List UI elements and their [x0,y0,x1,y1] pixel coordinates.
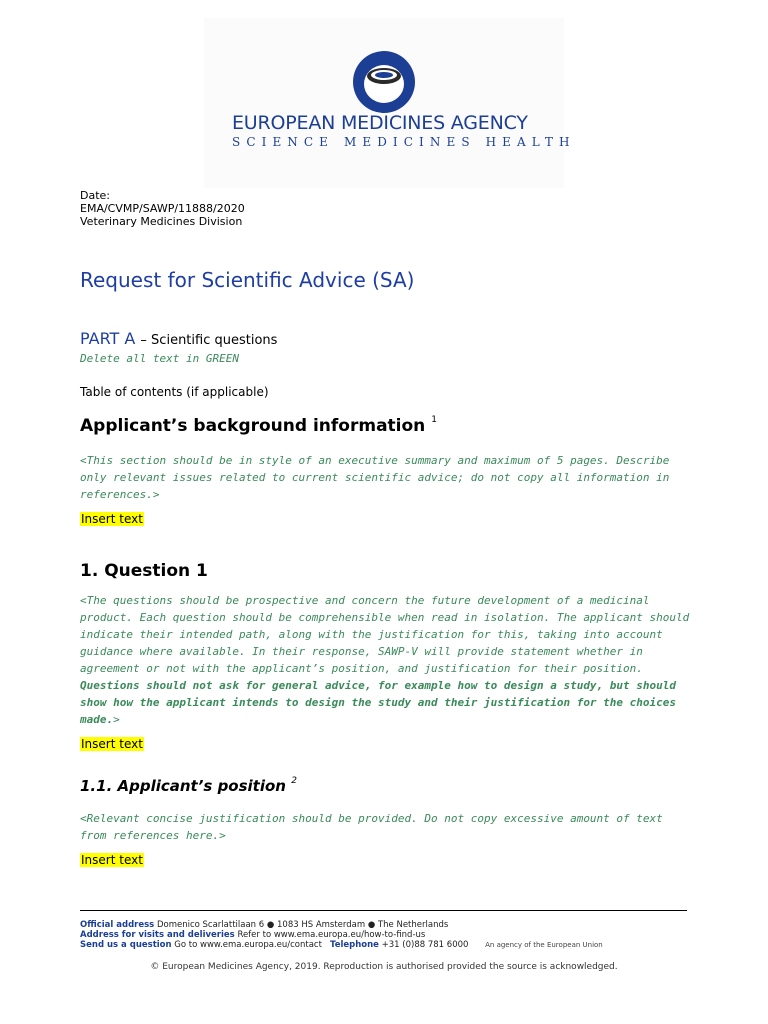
position-insert-text[interactable] [80,853,144,867]
background-guidance: <This section should be in style of an executive summary and maximum of 5 pages. Describe only relevant issues related to current scientific advice; do not copy all information in references.> [80,454,670,501]
question-guidance-bold: Questions should not ask for general advice, for example how to design a study, but should show how the applicant intends to design the study and their justification for the choices made. [80,679,677,726]
official-address-value: Domenico Scarlattilaan 6 ● 1083 HS Amsterdam ● The Netherlands [156,920,449,930]
agency-name: EUROPEAN MEDICINES AGENCY [232,112,528,134]
footer-official-address [80,920,448,931]
footnote-ref-2: 2 [291,776,297,786]
background-insert-text[interactable] [80,512,144,526]
part-a-heading [80,329,277,348]
visits-label: Address for visits and deliveries [80,930,235,940]
position-guidance: <Relevant concise justification should be provided. Do not copy excessive amount of text from references here.> [80,812,663,842]
date-label: Date: [80,189,110,202]
question-1-heading: 1. Question 1 [80,561,208,581]
division-name: Veterinary Medicines Division [80,215,243,228]
reference-number: EMA/CVMP/SAWP/11888/2020 [80,202,245,215]
applicant-position-heading-text: 1.1. Applicant’s position [80,777,286,795]
footer-visits-address [80,930,425,941]
agency-tagline: SCIENCE MEDICINES HEALTH [232,135,576,149]
applicant-position-heading [80,777,297,795]
telephone-value: +31 (0)88 781 6000 [381,940,469,950]
background-heading [80,416,437,436]
footnote-ref-1: 1 [431,415,437,426]
part-a-subtitle: – Scientific questions [140,333,278,348]
page-title: Request for Scientific Advice (SA) [80,268,415,292]
telephone-label: Telephone [330,940,379,950]
footer-contact [80,940,603,951]
background-heading-text: Applicant’s background information [80,416,426,436]
question-guidance [80,592,690,728]
question-guidance-end: > [113,713,120,726]
copyright-notice: © European Medicines Agency, 2019. Reproduction is authorised provided the source is acknowledged. [150,962,618,972]
ema-logo-icon [352,50,416,114]
table-of-contents-label: Table of contents (if applicable) [80,385,269,399]
footer-divider [80,910,687,911]
official-address-label: Official address [80,920,155,930]
part-a-label: PART A [80,329,136,348]
insert-text-placeholder[interactable]: Insert text [81,512,143,526]
send-question-value[interactable]: Go to www.ema.europa.eu/contact [174,940,322,950]
visits-value[interactable]: Refer to www.ema.europa.eu/how-to-find-us [237,930,426,940]
part-a-instruction: Delete all text in GREEN [80,352,239,365]
question-guidance-text: <The questions should be prospective and concern the future development of a medicinal product. Each question should be comprehensible when read in isolation. The applicant should indicate their intended path, along with the justification for this, taking into account guidance where available. In their response, SAWP-V will provide statement whether in agreement or not with the applicant’s position, and justification for their position. [80,594,690,675]
eu-agency-note: An agency of the European Union [485,941,603,949]
insert-text-placeholder[interactable]: Insert text [81,853,143,867]
insert-text-placeholder[interactable]: Insert text [81,737,143,751]
question-insert-text[interactable] [80,737,144,751]
send-question-label: Send us a question [80,940,172,950]
